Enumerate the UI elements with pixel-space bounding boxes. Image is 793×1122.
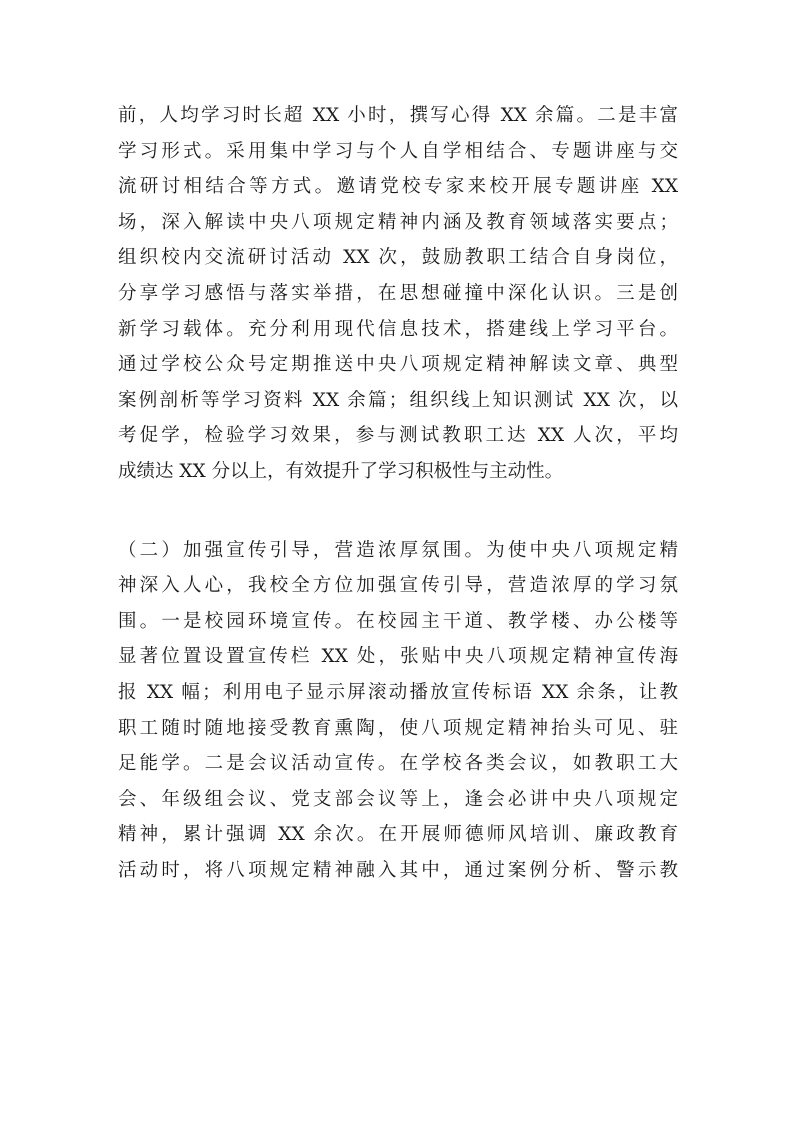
paragraph-line: 会、年级组会议、党支部会议等上，逢会必讲中央八项规定 bbox=[118, 788, 678, 810]
paragraph-line: 显著位置设置宣传栏 XX 处，张贴中央八项规定精神宣传海 bbox=[118, 646, 678, 668]
paragraph-line: 精神，累计强调 XX 余次。在开展师德师风培训、廉政教育 bbox=[118, 824, 678, 846]
paragraph-line: 学习形式。采用集中学习与个人自学相结合、专题讲座与交 bbox=[118, 140, 678, 162]
paragraph-line: 分享学习感悟与落实举措，在思想碰撞中深化认识。三是创 bbox=[118, 282, 678, 304]
paragraph-line: 前，人均学习时长超 XX 小时，撰写心得 XX 余篇。二是丰富 bbox=[118, 105, 678, 126]
paragraph-line: 新学习载体。充分利用现代信息技术，搭建线上学习平台。 bbox=[118, 318, 678, 340]
paragraph-study-forms bbox=[118, 98, 678, 490]
paragraph-line: 活动时，将八项规定精神融入其中，通过案例分析、警示教 bbox=[118, 859, 678, 881]
paragraph-spacer bbox=[118, 490, 678, 533]
paragraph-publicity bbox=[118, 533, 678, 889]
paragraph-line: 场，深入解读中央八项规定精神内涵及教育领域落实要点； bbox=[118, 211, 678, 233]
paragraph-line: 神深入人心，我校全方位加强宣传引导，营造浓厚的学习氛 bbox=[118, 575, 678, 597]
paragraph-line: 考促学，检验学习效果，参与测试教职工达 XX 人次，平均 bbox=[118, 425, 678, 447]
paragraph-line: 通过学校公众号定期推送中央八项规定精神解读文章、典型 bbox=[118, 354, 678, 376]
paragraph-line: 围。一是校园环境宣传。在校园主干道、教学楼、办公楼等 bbox=[118, 610, 678, 632]
paragraph-line: 成绩达 XX 分以上，有效提升了学习积极性与主动性。 bbox=[118, 460, 564, 482]
paragraph-line: 组织校内交流研讨活动 XX 次，鼓励教职工结合自身岗位， bbox=[118, 247, 678, 269]
paragraph-line: （二）加强宣传引导，营造浓厚氛围。为使中央八项规定精 bbox=[118, 539, 678, 561]
paragraph-line: 流研讨相结合等方式。邀请党校专家来校开展专题讲座 XX bbox=[118, 176, 678, 198]
paragraph-line: 足能学。二是会议活动宣传。在学校各类会议，如教职工大 bbox=[118, 753, 678, 775]
paragraph-line: 职工随时随地接受教育熏陶，使八项规定精神抬头可见、驻 bbox=[118, 717, 678, 739]
document-body bbox=[118, 98, 678, 888]
paragraph-line: 报 XX 幅；利用电子显示屏滚动播放宣传标语 XX 余条，让教 bbox=[118, 681, 678, 703]
paragraph-line: 案例剖析等学习资料 XX 余篇；组织线上知识测试 XX 次，以 bbox=[118, 389, 678, 411]
